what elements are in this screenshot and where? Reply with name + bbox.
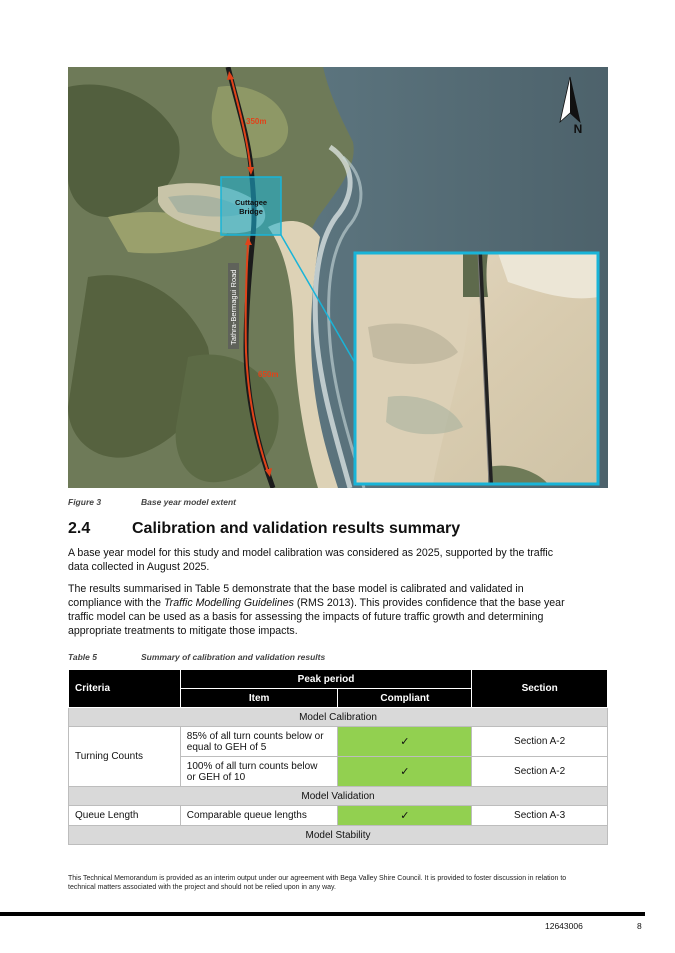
table-caption-text: Summary of calibration and validation results (141, 652, 326, 662)
item-text: equal to GEH of 5 (186, 741, 267, 753)
bridge-label-line1: Cuttagee (234, 198, 268, 207)
compliant-check: ✓ (338, 757, 472, 787)
section-number: 2.4 (68, 520, 91, 537)
document-number: 12643006 (545, 921, 583, 931)
paragraph-results (68, 582, 608, 638)
table-row (69, 826, 608, 845)
p2-line4: appropriate treatments to mitigate those impacts. (68, 625, 298, 637)
item-text: 85% of all turn counts below or (186, 730, 324, 742)
section-ref: Section A-2 (472, 757, 608, 787)
item-text: or GEH of 10 (186, 771, 246, 783)
criteria-turning-counts: Turning Counts (69, 727, 181, 787)
disclaimer-note (68, 874, 648, 892)
dist-north-label: 350m (246, 117, 267, 126)
item-cell: Comparable queue lengths (180, 806, 338, 826)
figure-caption (68, 497, 236, 507)
dist-south-label: 650m (258, 370, 279, 379)
footer-rule (0, 912, 645, 916)
inset-zoom-view (355, 253, 598, 484)
item-cell (180, 727, 338, 757)
table-label: Table 5 (68, 652, 97, 662)
paragraph-intro (68, 546, 608, 574)
p2-line2-post: (RMS 2013). This provides confidence that the base year (293, 597, 565, 609)
section-heading (68, 520, 460, 538)
p1-line1: A base year model for this study and model calibration was considered as 2025, supported by the traffic (68, 547, 554, 559)
group-stability: Model Stability (69, 826, 608, 845)
header-compliant: Compliant (338, 689, 472, 708)
disclaimer-line2: technical matters associated with the project and should not be relied upon in any way. (68, 884, 336, 891)
group-calibration: Model Calibration (69, 708, 608, 727)
table-row (69, 806, 608, 826)
compliant-check: ✓ (338, 727, 472, 757)
page-number: 8 (637, 921, 642, 931)
header-peak-period: Peak period (180, 670, 471, 689)
table-caption (68, 652, 325, 662)
section-title: Calibration and validation results summary (132, 520, 461, 537)
north-label: N (573, 122, 583, 136)
p2-line2-pre: compliance with the (68, 597, 164, 609)
header-criteria: Criteria (69, 670, 181, 708)
guidelines-title: Traffic Modelling Guidelines (163, 597, 294, 609)
aerial-map (68, 67, 608, 488)
item-cell (180, 757, 338, 787)
section-ref: Section A-3 (472, 806, 608, 826)
disclaimer-line1: This Technical Memorandum is provided as an interim output under our agreement with Bega Valley Shire Council. It is provided to foster discussion in relation to (68, 875, 567, 882)
p1-line2: data collected in August 2025. (68, 561, 210, 573)
header-item: Item (180, 689, 338, 708)
group-validation: Model Validation (69, 787, 608, 806)
bridge-label-line2: Bridge (239, 207, 263, 216)
header-section: Section (472, 670, 608, 708)
compliant-check: ✓ (338, 806, 472, 826)
p2-line1: The results summarised in Table 5 demonstrate that the base model is calibrated and validated in (68, 583, 524, 595)
results-table (68, 669, 608, 845)
table-row (69, 787, 608, 806)
table-row (69, 708, 608, 727)
section-ref: Section A-2 (472, 727, 608, 757)
figure-caption-text: Base year model extent (141, 497, 236, 507)
item-text: 100% of all turn counts below (186, 760, 318, 772)
table-row (69, 727, 608, 757)
figure-label: Figure 3 (68, 497, 102, 507)
criteria-queue-length: Queue Length (69, 806, 181, 826)
road-label: Tathra-Bermagui Road (229, 269, 238, 345)
p2-line3: traffic model can be used as a basis for assessing the impacts of future traffic growth and determining (68, 611, 544, 623)
